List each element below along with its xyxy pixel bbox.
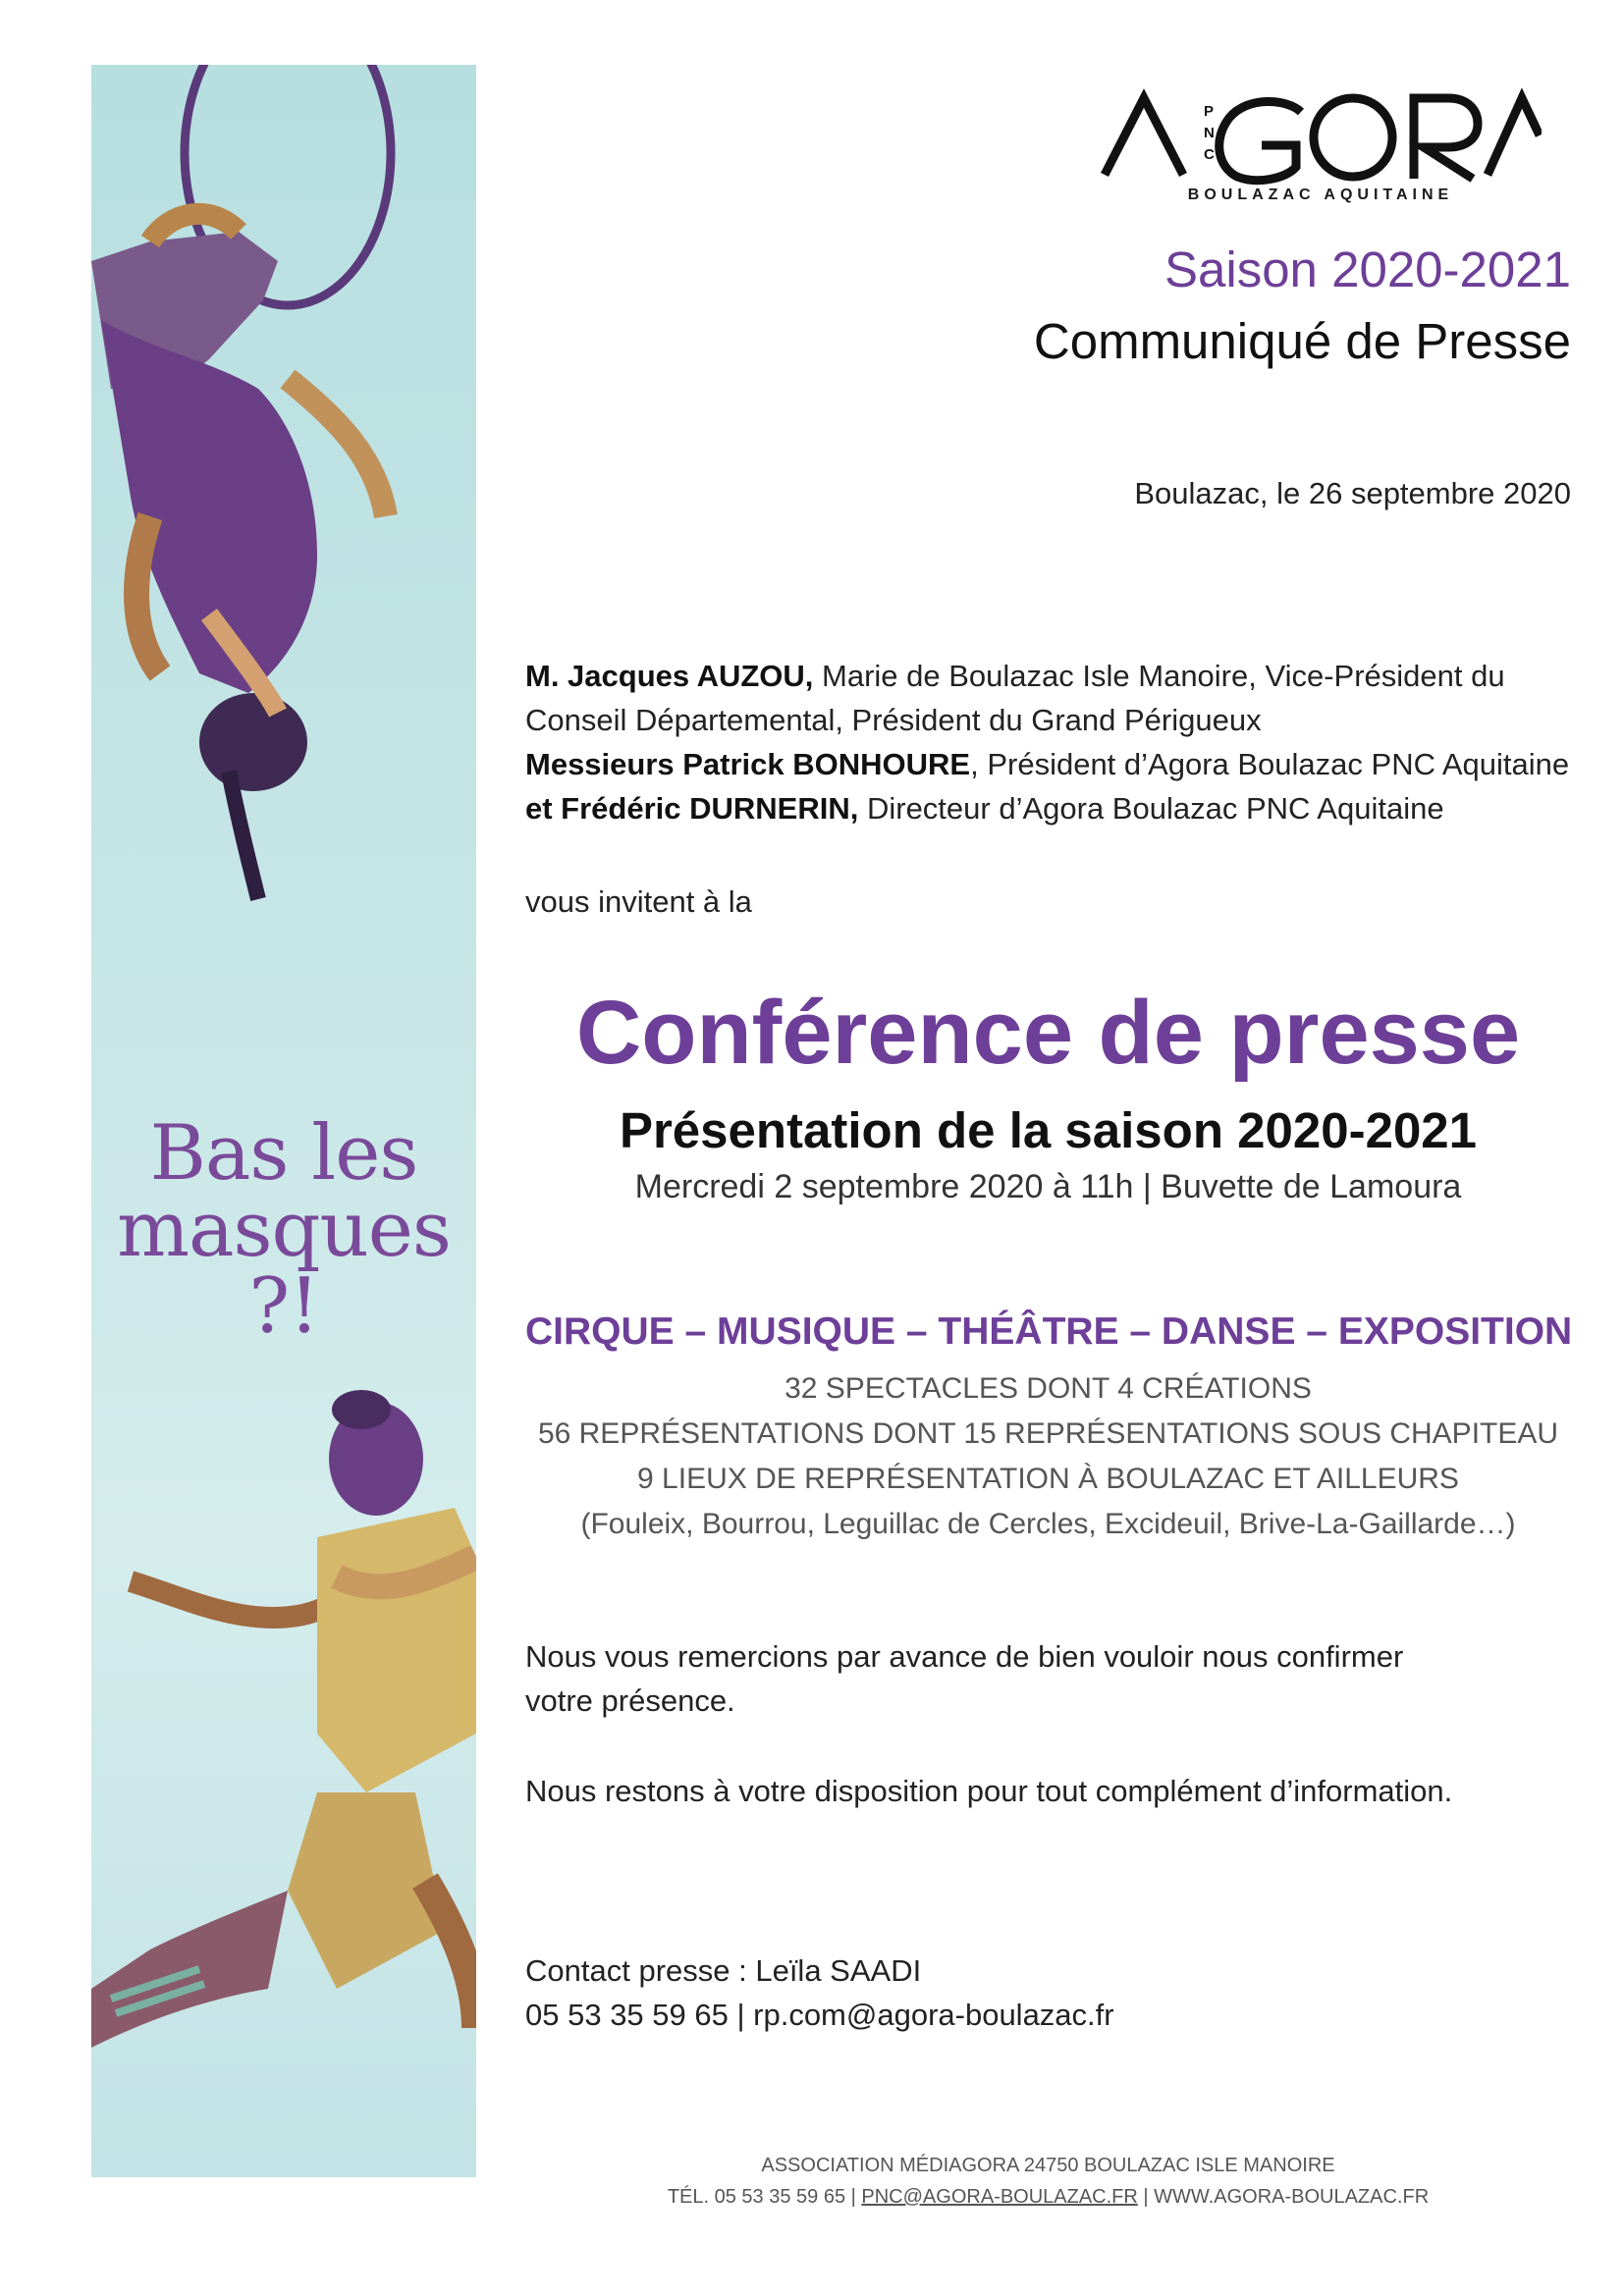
slogan-line: ?! — [248, 1262, 319, 1351]
stat-line: (Fouleix, Bourrou, Leguillac de Cercles, Excideuil, Brive-La-Gaillarde…) — [580, 1508, 1516, 1540]
contact-block — [525, 1949, 1114, 2037]
programme-stats — [525, 1366, 1571, 1547]
stat-line: 9 LIEUX DE REPRÉSENTATION À BOULAZAC ET AILLEURS — [637, 1463, 1459, 1495]
season-title: Saison 2020-2021 — [1164, 241, 1571, 297]
thanks-line: Nous vous remercions par avance de bien vouloir nous confirmer — [525, 1639, 1404, 1674]
conference-when: Mercredi 2 septembre 2020 à 11h | Buvette de Lamoura — [634, 1168, 1462, 1205]
side-banner — [91, 65, 476, 2177]
host-line — [525, 786, 1569, 830]
footer-contact — [525, 2181, 1571, 2213]
host-line — [525, 654, 1569, 698]
conference-subtitle: Présentation de la saison 2020-2021 — [619, 1102, 1478, 1158]
thanks-line: votre présence. — [525, 1683, 735, 1718]
contact-label: Contact presse : Leïla SAADI — [525, 1953, 922, 1988]
stat-line: 56 REPRÉSENTATIONS DONT 15 REPRÉSENTATIONS SOUS CHAPITEAU — [537, 1417, 1559, 1450]
host-role: Marie de Boulazac Isle Manoire, Vice-Président du — [813, 659, 1505, 693]
host-role: , Président d’Agora Boulazac PNC Aquitaine — [970, 747, 1570, 781]
contact-details: 05 53 35 59 65 | rp.com@agora-boulazac.fr — [525, 1998, 1114, 2032]
logo-subtitle: BOULAZAC AQUITAINE — [1187, 187, 1454, 203]
document-type: Communiqué de Presse — [1033, 313, 1571, 369]
host-role: Conseil Départemental, Président du Grand Périgueux — [525, 703, 1262, 737]
logo-inset-n: N — [1204, 125, 1215, 141]
slogan-line: Bas les — [149, 1109, 418, 1198]
dancer-figure — [91, 1390, 476, 2048]
footer-email-link[interactable]: PNC@AGORA-BOULAZAC.FR — [861, 2186, 1138, 2208]
host-line — [525, 698, 1569, 742]
host-role: Directeur d’Agora Boulazac PNC Aquitaine — [858, 791, 1444, 826]
invite-line: vous invitent à la — [525, 884, 752, 919]
disciplines-line: CIRQUE – MUSIQUE – THÉÂTRE – DANSE – EXPOSITION — [525, 1310, 1573, 1353]
host-name: Messieurs Patrick BONHOURE — [525, 747, 971, 781]
banner-slogan — [91, 1109, 476, 1351]
logo-inset-p: P — [1204, 103, 1215, 120]
aerialist-figure — [91, 214, 386, 899]
host-name: et Frédéric DURNERIN, — [525, 791, 859, 826]
host-line — [525, 742, 1569, 786]
footer — [525, 2150, 1571, 2213]
conference-title: Conférence de presse — [575, 983, 1521, 1083]
date-line: Boulazac, le 26 septembre 2020 — [1134, 476, 1571, 510]
host-name: M. Jacques AUZOU, — [525, 659, 814, 693]
footer-web: | WWW.AGORA-BOULAZAC.FR — [1137, 2186, 1430, 2208]
slogan-line: masques — [117, 1186, 451, 1274]
disposition-paragraph: Nous restons à votre disposition pour tout complément d’information. — [525, 1774, 1453, 1808]
stat-line: 32 SPECTACLES DONT 4 CRÉATIONS — [785, 1372, 1312, 1405]
footer-address: ASSOCIATION MÉDIAGORA 24750 BOULAZAC ISLE MANOIRE — [761, 2155, 1335, 2176]
footer-tel: TÉL. 05 53 35 59 65 | — [667, 2186, 862, 2208]
logo-inset-c: C — [1204, 146, 1215, 163]
thanks-paragraph — [525, 1634, 1403, 1723]
hosts-block — [525, 654, 1569, 830]
